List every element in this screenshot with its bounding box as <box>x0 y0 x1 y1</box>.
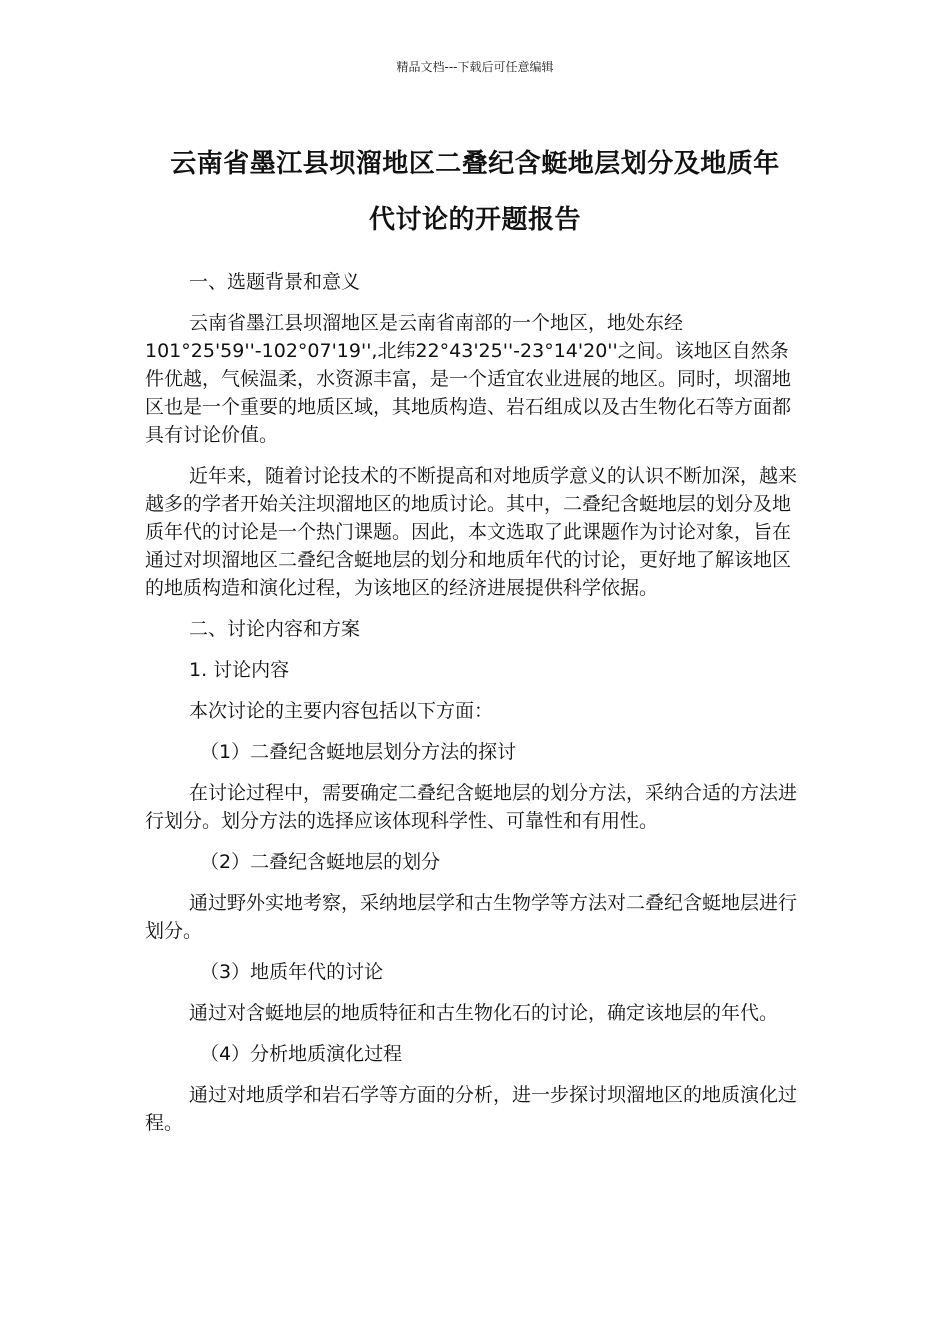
section-1-paragraph-1: 云南省墨江县坝溜地区是云南省南部的一个地区，地处东经101°25'59''-102°07'19'',北纬22°43'25''-23°14'20''之间。该地区自然条件优越，气候温柔，水资源丰富，是一个适宜农业进展的地区。同时，坝溜地区也是一个重要的地质区域，其地质构造、岩石组成以及古生物化石等方面都具有讨论价值。 <box>145 312 792 446</box>
item-3-text: 通过对含蜓地层的地质特征和古生物化石的讨论，确定该地层的年代。 <box>189 1002 779 1024</box>
item-3-title: （3）地质年代的讨论 <box>200 961 384 983</box>
section-2-subheading: 1. 讨论内容 <box>189 659 290 681</box>
section-1-paragraph-2: 近年来，随着讨论技术的不断提高和对地质学意义的认识不断加深，越来越多的学者开始关注坝溜地区的地质讨论。其中，二叠纪含蜓地层的划分及地质年代的讨论是一个热门课题。因此，本文选取了此课题作为讨论对象，旨在通过对坝溜地区二叠纪含蜓地层的划分和地质年代的讨论，更好地了解该地区的地质构造和演化过程，为该地区的经济进展提供科学依据。 <box>145 465 798 599</box>
item-1-title: （1）二叠纪含蜓地层划分方法的探讨 <box>200 741 517 763</box>
section-1-heading: 一、选题背景和意义 <box>189 271 361 293</box>
document-body <box>145 268 805 1150</box>
page-header: 精品文档---下载后可任意编辑 <box>396 60 554 74</box>
item-1-text: 在讨论过程中，需要确定二叠纪含蜓地层的划分方法，采纳合适的方法进行划分。划分方法的选择应该体现科学性、可靠性和有用性。 <box>145 782 798 832</box>
title-line-2: 代讨论的开题报告 <box>368 205 581 235</box>
section-2-heading: 二、讨论内容和方案 <box>189 618 361 640</box>
item-4-text: 通过对地质学和岩石学等方面的分析，进一步探讨坝溜地区的地质演化过程。 <box>145 1084 798 1134</box>
section-2-intro: 本次讨论的主要内容包括以下方面： <box>189 700 494 722</box>
title-line-1: 云南省墨江县坝溜地区二叠纪含蜓地层划分及地质年 <box>170 149 780 179</box>
item-4-title: （4）分析地质演化过程 <box>200 1043 403 1065</box>
item-2-title: （2）二叠纪含蜓地层的划分 <box>200 851 441 873</box>
item-2-text: 通过野外实地考察，采纳地层学和古生物学等方法对二叠纪含蜓地层进行划分。 <box>145 892 798 942</box>
document-title <box>140 136 810 248</box>
